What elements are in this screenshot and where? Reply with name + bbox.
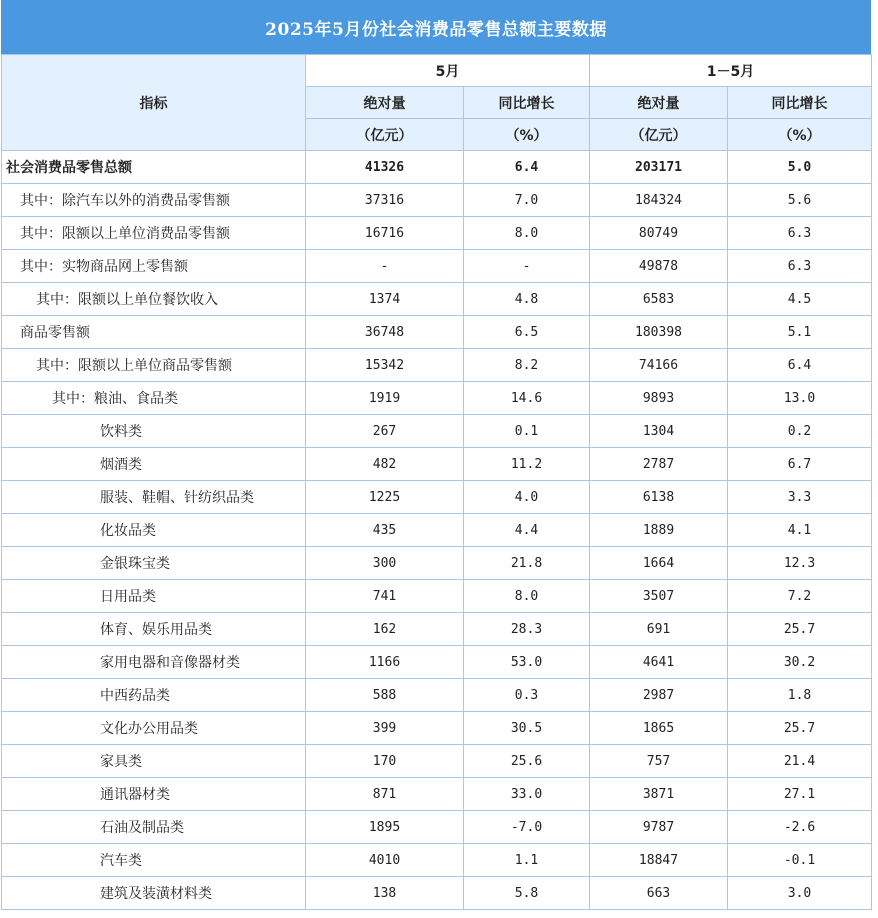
cell-cum-yoy: 25.7 <box>728 712 872 745</box>
cell-cum-abs: 6138 <box>590 481 728 514</box>
cell-may-abs: 1225 <box>306 481 464 514</box>
cell-may-yoy: 14.6 <box>464 382 590 415</box>
cell-may-yoy: 25.6 <box>464 745 590 778</box>
row-label: 服装、鞋帽、针纺织品类 <box>2 481 306 514</box>
cell-may-yoy: - <box>464 250 590 283</box>
header-cum-abs: 绝对量 <box>590 87 728 119</box>
cell-may-abs: 1166 <box>306 646 464 679</box>
cell-cum-abs: 3507 <box>590 580 728 613</box>
row-label: 日用品类 <box>2 580 306 613</box>
table-row <box>2 184 872 217</box>
cell-cum-abs: 18847 <box>590 844 728 877</box>
cell-cum-abs: 180398 <box>590 316 728 349</box>
cell-may-abs: 435 <box>306 514 464 547</box>
row-label: 其中：限额以上单位商品零售额 <box>2 349 306 382</box>
cell-may-abs: 267 <box>306 415 464 448</box>
table-row <box>2 580 872 613</box>
data-table <box>1 54 872 910</box>
cell-may-yoy: 28.3 <box>464 613 590 646</box>
cell-cum-abs: 6583 <box>590 283 728 316</box>
cell-cum-yoy: 3.0 <box>728 877 872 910</box>
cell-cum-yoy: 13.0 <box>728 382 872 415</box>
header-group-may: 5月 <box>306 55 590 87</box>
table-row <box>2 679 872 712</box>
cell-may-abs: 482 <box>306 448 464 481</box>
cell-may-yoy: 8.0 <box>464 580 590 613</box>
table-header <box>2 55 872 151</box>
cell-may-yoy: 33.0 <box>464 778 590 811</box>
cell-may-yoy: 8.2 <box>464 349 590 382</box>
table-row <box>2 349 872 382</box>
table-row <box>2 316 872 349</box>
table-row <box>2 712 872 745</box>
cell-cum-yoy: 5.0 <box>728 151 872 184</box>
cell-may-abs: 1374 <box>306 283 464 316</box>
cell-cum-abs: 1889 <box>590 514 728 547</box>
row-label: 家具类 <box>2 745 306 778</box>
table-row <box>2 250 872 283</box>
row-label: 文化办公用品类 <box>2 712 306 745</box>
cell-may-abs: - <box>306 250 464 283</box>
table-row <box>2 811 872 844</box>
row-label: 饮料类 <box>2 415 306 448</box>
table-row <box>2 448 872 481</box>
report-container <box>1 0 871 910</box>
cell-may-abs: 15342 <box>306 349 464 382</box>
cell-may-yoy: 0.1 <box>464 415 590 448</box>
cell-cum-abs: 80749 <box>590 217 728 250</box>
cell-may-yoy: 5.8 <box>464 877 590 910</box>
cell-cum-yoy: 6.4 <box>728 349 872 382</box>
cell-may-abs: 37316 <box>306 184 464 217</box>
row-label: 烟酒类 <box>2 448 306 481</box>
cell-cum-abs: 691 <box>590 613 728 646</box>
cell-may-abs: 162 <box>306 613 464 646</box>
table-row <box>2 283 872 316</box>
cell-cum-yoy: 3.3 <box>728 481 872 514</box>
cell-cum-yoy: 6.3 <box>728 217 872 250</box>
cell-cum-abs: 49878 <box>590 250 728 283</box>
cell-may-abs: 41326 <box>306 151 464 184</box>
cell-may-yoy: 30.5 <box>464 712 590 745</box>
cell-cum-abs: 757 <box>590 745 728 778</box>
cell-may-abs: 16716 <box>306 217 464 250</box>
cell-cum-yoy: 6.7 <box>728 448 872 481</box>
header-cum-yoy: 同比增长 <box>728 87 872 119</box>
cell-cum-yoy: 4.5 <box>728 283 872 316</box>
table-row <box>2 778 872 811</box>
cell-may-yoy: 7.0 <box>464 184 590 217</box>
cell-cum-abs: 3871 <box>590 778 728 811</box>
cell-cum-abs: 184324 <box>590 184 728 217</box>
cell-may-yoy: 4.0 <box>464 481 590 514</box>
cell-may-abs: 588 <box>306 679 464 712</box>
header-cum-abs-unit: （亿元） <box>590 119 728 151</box>
table-row <box>2 877 872 910</box>
cell-may-yoy: 6.5 <box>464 316 590 349</box>
table-body <box>2 151 872 910</box>
table-row <box>2 844 872 877</box>
row-label: 石油及制品类 <box>2 811 306 844</box>
report-title: 2025年5月份社会消费品零售总额主要数据 <box>1 0 871 54</box>
row-label: 其中：实物商品网上零售额 <box>2 250 306 283</box>
cell-may-yoy: 0.3 <box>464 679 590 712</box>
row-label: 汽车类 <box>2 844 306 877</box>
cell-cum-abs: 2987 <box>590 679 728 712</box>
header-may-abs-unit: （亿元） <box>306 119 464 151</box>
table-row <box>2 481 872 514</box>
cell-cum-abs: 2787 <box>590 448 728 481</box>
row-label: 金银珠宝类 <box>2 547 306 580</box>
cell-may-abs: 4010 <box>306 844 464 877</box>
cell-may-abs: 399 <box>306 712 464 745</box>
cell-may-abs: 36748 <box>306 316 464 349</box>
cell-cum-yoy: -0.1 <box>728 844 872 877</box>
table-row <box>2 151 872 184</box>
row-label: 中西药品类 <box>2 679 306 712</box>
header-indicator: 指标 <box>2 55 306 151</box>
cell-cum-abs: 663 <box>590 877 728 910</box>
cell-may-abs: 170 <box>306 745 464 778</box>
table-row <box>2 217 872 250</box>
row-label: 化妆品类 <box>2 514 306 547</box>
cell-cum-yoy: 25.7 <box>728 613 872 646</box>
row-label: 社会消费品零售总额 <box>2 151 306 184</box>
cell-cum-yoy: 5.6 <box>728 184 872 217</box>
cell-may-yoy: 1.1 <box>464 844 590 877</box>
cell-may-abs: 300 <box>306 547 464 580</box>
header-may-abs: 绝对量 <box>306 87 464 119</box>
cell-may-abs: 1919 <box>306 382 464 415</box>
table-row <box>2 382 872 415</box>
table-row <box>2 613 872 646</box>
cell-cum-abs: 74166 <box>590 349 728 382</box>
row-label: 其中：限额以上单位消费品零售额 <box>2 217 306 250</box>
cell-may-yoy: 53.0 <box>464 646 590 679</box>
cell-may-abs: 871 <box>306 778 464 811</box>
row-label: 其中：除汽车以外的消费品零售额 <box>2 184 306 217</box>
row-label: 商品零售额 <box>2 316 306 349</box>
row-label: 其中：粮油、食品类 <box>2 382 306 415</box>
cell-cum-yoy: 0.2 <box>728 415 872 448</box>
cell-cum-yoy: 1.8 <box>728 679 872 712</box>
cell-may-abs: 138 <box>306 877 464 910</box>
cell-cum-yoy: 7.2 <box>728 580 872 613</box>
table-row <box>2 646 872 679</box>
cell-cum-abs: 1664 <box>590 547 728 580</box>
row-label: 家用电器和音像器材类 <box>2 646 306 679</box>
cell-cum-abs: 4641 <box>590 646 728 679</box>
cell-may-yoy: 21.8 <box>464 547 590 580</box>
cell-cum-yoy: 6.3 <box>728 250 872 283</box>
header-may-yoy: 同比增长 <box>464 87 590 119</box>
cell-cum-yoy: 30.2 <box>728 646 872 679</box>
header-cum-yoy-unit: （%） <box>728 119 872 151</box>
cell-cum-yoy: -2.6 <box>728 811 872 844</box>
cell-may-yoy: -7.0 <box>464 811 590 844</box>
cell-may-yoy: 6.4 <box>464 151 590 184</box>
table-row <box>2 547 872 580</box>
row-label: 建筑及装潢材料类 <box>2 877 306 910</box>
cell-cum-abs: 1304 <box>590 415 728 448</box>
cell-cum-yoy: 4.1 <box>728 514 872 547</box>
row-label: 其中：限额以上单位餐饮收入 <box>2 283 306 316</box>
row-label: 体育、娱乐用品类 <box>2 613 306 646</box>
cell-may-yoy: 11.2 <box>464 448 590 481</box>
cell-cum-yoy: 12.3 <box>728 547 872 580</box>
header-may-yoy-unit: （%） <box>464 119 590 151</box>
cell-may-abs: 741 <box>306 580 464 613</box>
table-row <box>2 745 872 778</box>
cell-cum-yoy: 21.4 <box>728 745 872 778</box>
cell-cum-yoy: 5.1 <box>728 316 872 349</box>
cell-cum-abs: 203171 <box>590 151 728 184</box>
cell-may-yoy: 8.0 <box>464 217 590 250</box>
cell-may-yoy: 4.4 <box>464 514 590 547</box>
table-row <box>2 514 872 547</box>
cell-cum-yoy: 27.1 <box>728 778 872 811</box>
cell-cum-abs: 1865 <box>590 712 728 745</box>
header-group-jan-may: 1－5月 <box>590 55 872 87</box>
cell-cum-abs: 9893 <box>590 382 728 415</box>
cell-cum-abs: 9787 <box>590 811 728 844</box>
row-label: 通讯器材类 <box>2 778 306 811</box>
table-row <box>2 415 872 448</box>
cell-may-yoy: 4.8 <box>464 283 590 316</box>
cell-may-abs: 1895 <box>306 811 464 844</box>
